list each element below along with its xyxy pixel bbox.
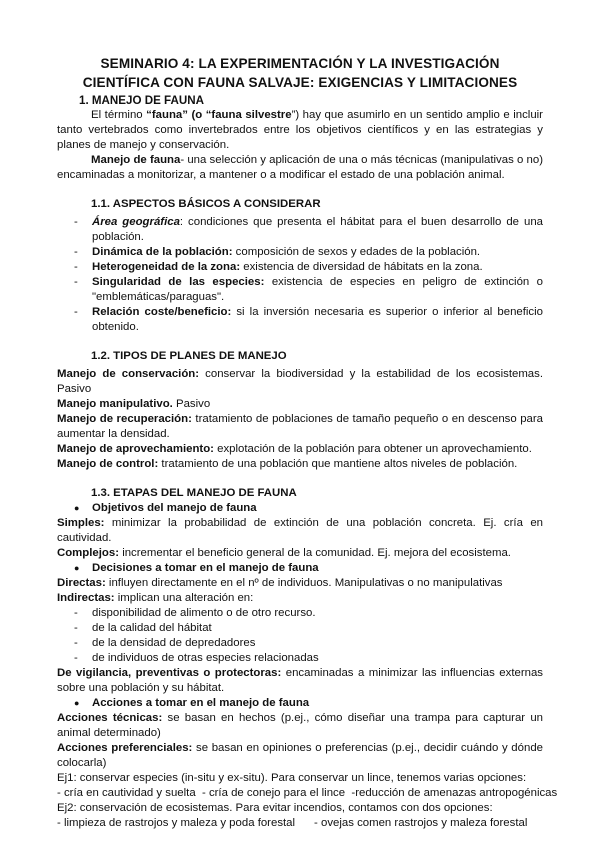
objetivo-item: Simples: minimizar la probabilidad de extinción de una población concreta. Ej. cría en cautividad. <box>57 517 543 544</box>
fauna-text-a: El término <box>91 109 147 121</box>
ejemplo-1: Ej1: conservar especies (in-situ y ex-situ). Para conservar un lince, tenemos varias opciones: <box>57 772 527 784</box>
ejemplo-2: Ej2: conservación de ecosistemas. Para evitar incendios, contamos con dos opciones: <box>57 802 493 814</box>
bullet-decisiones: ● Decisiones a tomar en el manejo de fauna <box>74 561 543 576</box>
indirectas-list <box>57 606 543 666</box>
manejo-term: Manejo de fauna <box>91 154 181 166</box>
plan-item: Manejo manipulativo. Pasivo <box>57 398 211 410</box>
fauna-text-c: ”) hay que asumirlo en un sentido amplio e incluir tanto vertebrados como invertebrados entre los objetivos científicos y en las estrategias y planes de manejo y conservación. <box>57 109 543 151</box>
plan-item: Manejo de recuperación: tratamiento de poblaciones de tamaño pequeño o en descenso para aumentar la densidad. <box>57 413 543 440</box>
list-item: - Heterogeneidad de la zona: existencia de diversidad de hábitats en la zona. <box>57 260 543 275</box>
plan-item: Manejo de control: tratamiento de una población que mantiene altos niveles de población. <box>57 458 518 470</box>
ejemplo-2-opciones: - limpieza de rastrojos y maleza y poda forestal - ovejas comen rastrojos y maleza forestal <box>57 817 528 829</box>
bullet-acciones: ● Acciones a tomar en el manejo de fauna <box>74 696 543 711</box>
manejo-text: - una selección y aplicación de una o más técnicas (manipulativas o no) encaminadas a monitorizar, a mantener o a modificar el estado de una población animal. <box>57 154 543 181</box>
section-1-heading: 1. MANEJO DE FAUNA <box>79 94 204 107</box>
list-item: - Área geográfica: condiciones que presenta el hábitat para el buen desarrollo de una población. <box>57 215 543 245</box>
list-item: - Dinámica de la población: composición de sexos y edades de la población. <box>57 245 543 260</box>
vigilancia-item: De vigilancia, preventivas o protectoras: encaminadas a minimizar las influencias externas sobre una población y su hábitat. <box>57 667 543 694</box>
list-item: - Singularidad de las especies: existencia de especies en peligro de extinción o "emblemáticas/paraguas". <box>57 275 543 305</box>
fauna-term: “fauna” (o “fauna silvestre <box>146 109 292 121</box>
fauna-paragraph <box>57 108 543 153</box>
section-1-3-heading: 1.3. ETAPAS DEL MANEJO DE FAUNA <box>91 487 297 499</box>
section-1-1-heading: 1.1. ASPECTOS BÁSICOS A CONSIDERAR <box>91 198 321 210</box>
aspectos-list <box>57 215 543 335</box>
section-1-2-heading: 1.2. TIPOS DE PLANES DE MANEJO <box>91 350 287 362</box>
manejo-paragraph <box>57 153 543 183</box>
document-title <box>57 54 543 92</box>
tecnicas-item: Acciones técnicas: se basan en hechos (p.ej., cómo diseñar una trampa para capturar un animal determinado) <box>57 712 543 739</box>
preferenciales-item: Acciones preferenciales: se basan en opiniones o preferencias (p.ej., decidir cuándo y dónde colocarla) <box>57 742 543 769</box>
title-line-1: SEMINARIO 4: LA EXPERIMENTACIÓN Y LA INVESTIGACIÓN <box>100 56 500 71</box>
list-item: - de la calidad del hábitat <box>57 621 543 636</box>
directas-item: Directas: influyen directamente en el nº de individuos. Manipulativas o no manipulativas <box>57 577 503 589</box>
objetivo-item: Complejos: incrementar el beneficio general de la comunidad. Ej. mejora del ecosistema. <box>57 547 511 559</box>
list-item: - disponibilidad de alimento o de otro recurso. <box>57 606 543 621</box>
ejemplo-1-opciones: - cría en cautividad y suelta - cría de conejo para el lince -reducción de amenazas antropogénicas <box>57 787 558 799</box>
document-page <box>57 54 558 831</box>
indirectas-item: Indirectas: implican una alteración en: <box>57 592 254 604</box>
plan-item: Manejo de aprovechamiento: explotación de la población para obtener un aprovechamiento. <box>57 443 532 455</box>
bullet-objetivos: ● Objetivos del manejo de fauna <box>74 501 543 516</box>
title-line-2: CIENTÍFICA CON FAUNA SALVAJE: EXIGENCIAS Y LIMITACIONES <box>82 75 518 90</box>
list-item: - Relación coste/beneficio: si la inversión necesaria es superior o inferior al beneficio obtenido. <box>57 305 543 335</box>
list-item: - de individuos de otras especies relacionadas <box>57 651 543 666</box>
list-item: - de la densidad de depredadores <box>57 636 543 651</box>
plan-item: Manejo de conservación: conservar la biodiversidad y la estabilidad de los ecosistemas. Pasivo <box>57 368 544 395</box>
